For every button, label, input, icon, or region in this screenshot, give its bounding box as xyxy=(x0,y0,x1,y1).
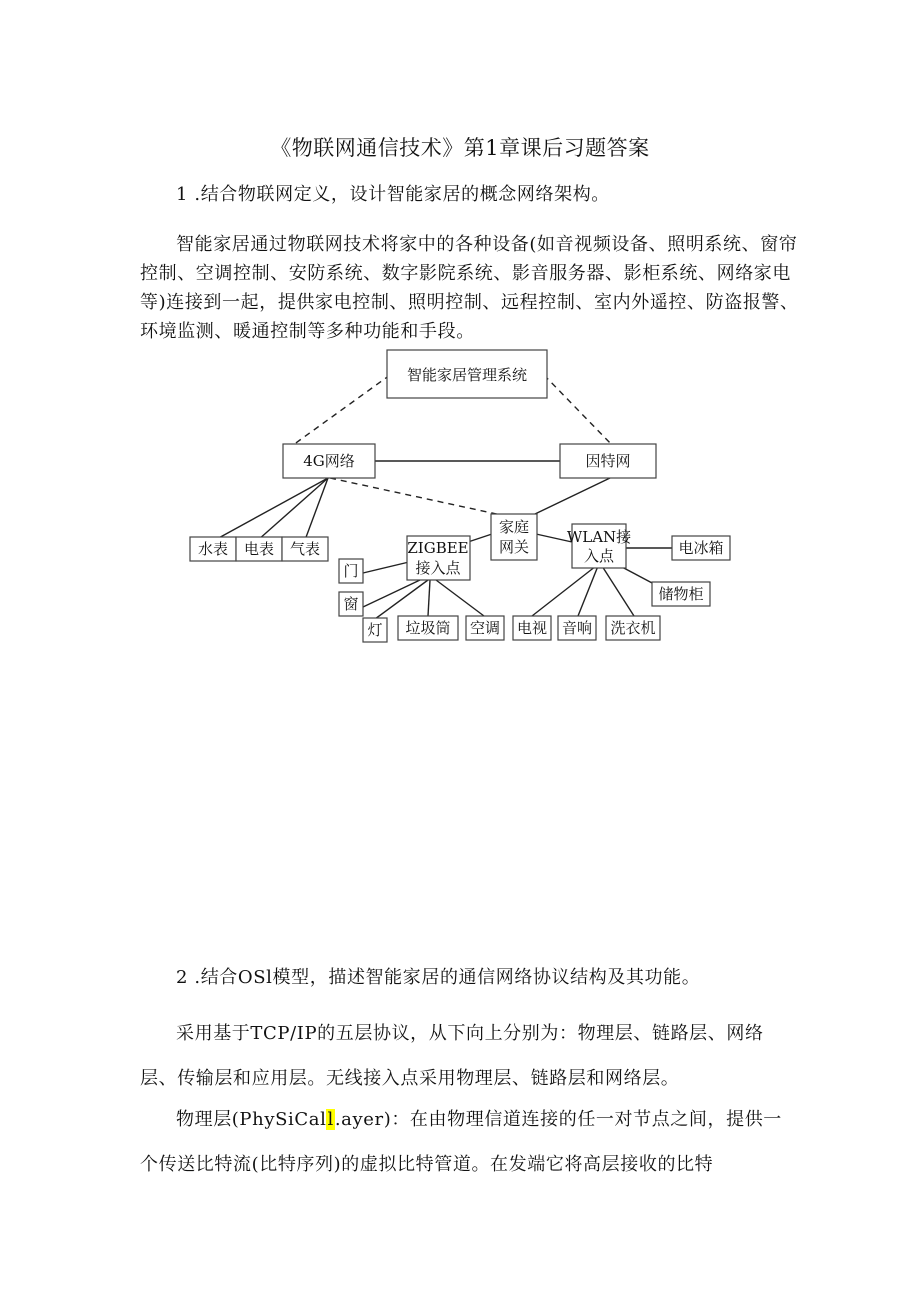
edge-wlan-washer xyxy=(602,566,634,616)
node-air-conditioner xyxy=(466,616,504,640)
label-wlan-line2: 入点 xyxy=(583,547,615,565)
node-door xyxy=(339,559,363,583)
edge-mgmt-internet xyxy=(544,375,612,445)
node-window xyxy=(339,592,363,616)
label-electric-meter: 电表 xyxy=(243,540,275,558)
label-locker: 储物柜 xyxy=(658,585,704,603)
page-title: 《物联网通信技术》第1章课后习题答案 xyxy=(270,136,650,160)
edge-mgmt-4g xyxy=(293,375,390,445)
label-internet: 因特网 xyxy=(585,452,631,470)
label-gateway-line2: 网关 xyxy=(498,538,530,556)
edge-wlan-locker xyxy=(620,566,654,584)
highlighted-text: l xyxy=(327,1109,334,1130)
label-management-system: 智能家居管理系统 xyxy=(406,366,528,384)
edge-wlan-tv xyxy=(532,566,596,616)
node-water-meter xyxy=(190,537,236,561)
label-door: 门 xyxy=(343,562,359,580)
label-audio: 音响 xyxy=(561,619,593,637)
node-locker xyxy=(652,582,710,606)
physical-layer-text-rest: .ayer)：在由物理信道连接的任一对节点之间，提供一个传送比特流(比特序列)的虚拟比特管道。在发端它将高层接收的比特 xyxy=(140,1109,782,1175)
node-wlan-ap xyxy=(567,524,631,568)
node-gas-meter xyxy=(282,537,328,561)
node-home-gateway xyxy=(491,514,537,560)
node-washing-machine xyxy=(606,616,660,640)
label-gas-meter: 气表 xyxy=(289,540,321,558)
question-2: 2 .结合OSl模型，描述智能家居的通信网络协议结构及其功能。 xyxy=(176,967,701,988)
smart-home-network-diagram xyxy=(180,340,750,650)
label-zigbee-line2: 接入点 xyxy=(415,559,461,577)
label-washing-machine: 洗衣机 xyxy=(610,619,656,637)
edge-wlan-audio xyxy=(578,566,598,616)
label-4g-network: 4G网络 xyxy=(303,452,355,470)
label-tv: 电视 xyxy=(516,619,548,637)
node-lamp xyxy=(363,618,387,642)
node-tv xyxy=(513,616,551,640)
label-zigbee-line1: ZIGBEE xyxy=(407,539,469,557)
edge-4g-elec xyxy=(258,478,328,540)
edge-zigbee-lamp xyxy=(375,580,428,619)
label-wlan-line1: WLAN接 xyxy=(566,528,632,546)
node-zigbee-ap xyxy=(407,536,470,580)
edge-zigbee-ac xyxy=(436,580,484,616)
edge-4g-gateway xyxy=(330,478,515,518)
physical-layer-text-start: 物理层(PhySiCal xyxy=(176,1109,327,1130)
label-water-meter: 水表 xyxy=(197,540,229,558)
label-air-conditioner: 空调 xyxy=(469,619,501,637)
node-management-system xyxy=(387,350,547,398)
node-refrigerator xyxy=(672,536,730,560)
question-1: 1 .结合物联网定义，设计智能家居的概念网络架构。 xyxy=(176,184,610,205)
edge-zigbee-gateway xyxy=(468,534,492,542)
node-electric-meter xyxy=(236,537,282,561)
node-4g-network xyxy=(283,444,375,478)
edge-zigbee-window xyxy=(363,580,420,607)
label-window: 窗 xyxy=(343,595,359,613)
edge-zigbee-door xyxy=(363,562,409,573)
label-lamp: 灯 xyxy=(367,621,383,639)
answer-physical-layer xyxy=(140,1097,800,1187)
node-internet xyxy=(560,444,656,478)
label-gateway-line1: 家庭 xyxy=(498,518,530,536)
answer-2: 采用基于TCP/IP的五层协议，从下向上分别为：物理层、链路层、网络层、传输层和应用层。无线接入点采用物理层、链路层和网络层。 xyxy=(140,1023,764,1089)
answer-1: 智能家居通过物联网技术将家中的各种设备(如音视频设备、照明系统、窗帘控制、空调控制、安防系统、数字影院系统、影音服务器、影柜系统、网络家电等)连接到一起，提供家电控制、照明控制、远程控制、室内外遥控、防盗报警、环境监测、暖通控制等多种功能和手段。 xyxy=(140,234,799,342)
edge-4g-water xyxy=(215,478,328,540)
edge-internet-gateway xyxy=(535,478,610,514)
label-trash-can: 垃圾筒 xyxy=(405,619,451,637)
node-trash-can xyxy=(398,616,458,640)
node-audio xyxy=(558,616,596,640)
edge-zigbee-trash xyxy=(428,580,430,616)
label-refrigerator: 电冰箱 xyxy=(678,539,724,557)
